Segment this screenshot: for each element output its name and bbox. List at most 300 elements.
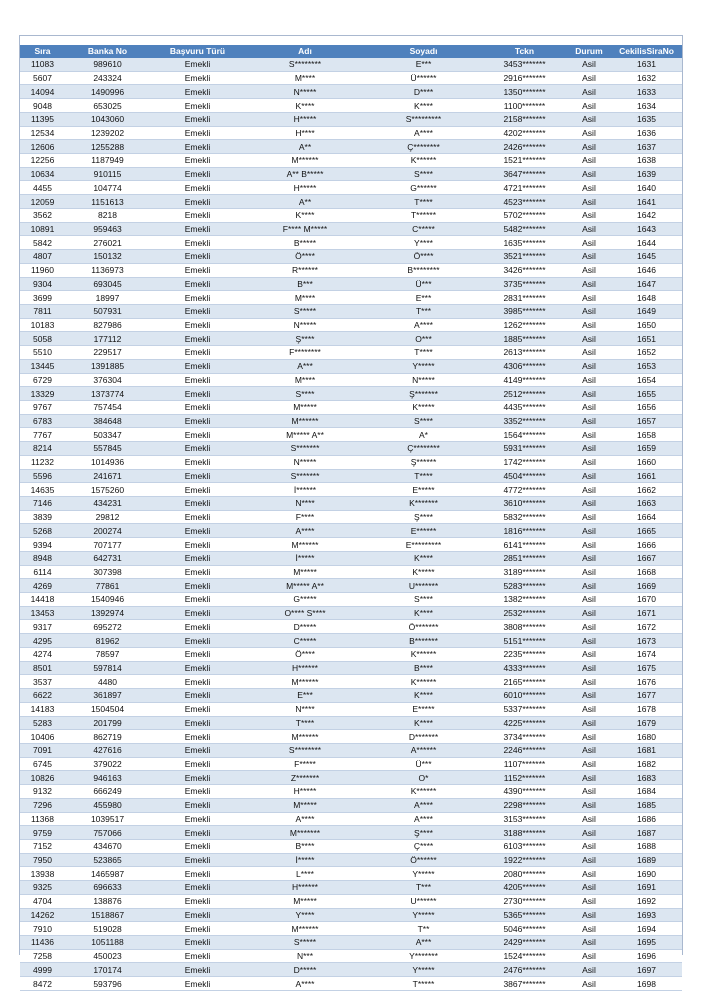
sira-cell: 7258 (20, 949, 65, 963)
adi-cell: E*** (245, 689, 365, 703)
banka-no-cell: 384648 (65, 414, 150, 428)
banka-no-cell: 1504504 (65, 702, 150, 716)
basvuru-turu-cell: Emekli (150, 85, 245, 99)
adi-cell: L**** (245, 867, 365, 881)
basvuru-turu-cell: Emekli (150, 208, 245, 222)
banka-no-cell: 597814 (65, 661, 150, 675)
soyadi-cell: K***** (365, 400, 482, 414)
basvuru-turu-cell: Emekli (150, 373, 245, 387)
basvuru-turu-cell: Emekli (150, 524, 245, 538)
basvuru-turu-cell: Emekli (150, 593, 245, 607)
banka-no-cell: 507931 (65, 304, 150, 318)
sira-cell: 14183 (20, 702, 65, 716)
adi-cell: S******** (245, 743, 365, 757)
soyadi-cell: A**** (365, 798, 482, 812)
table-row (20, 71, 682, 85)
table-row (20, 661, 682, 675)
adi-cell: S******** (245, 58, 365, 71)
durum-cell: Asil (567, 291, 611, 305)
durum-cell: Asil (567, 551, 611, 565)
tckn-cell: 3735******* (482, 277, 567, 291)
soyadi-cell: A* (365, 428, 482, 442)
header-row (20, 45, 682, 58)
table-row (20, 181, 682, 195)
tckn-cell: 5832******* (482, 510, 567, 524)
banka-no-cell: 77861 (65, 579, 150, 593)
durum-cell: Asil (567, 85, 611, 99)
adi-cell: T**** (245, 716, 365, 730)
cekilis-sira-no-cell: 1648 (611, 291, 682, 305)
soyadi-cell: B**** (365, 661, 482, 675)
cekilis-sira-no-cell: 1674 (611, 647, 682, 661)
tckn-cell: 1107******* (482, 757, 567, 771)
adi-cell: F******** (245, 346, 365, 360)
adi-cell: Y**** (245, 908, 365, 922)
basvuru-turu-cell: Emekli (150, 181, 245, 195)
soyadi-cell: K****** (365, 675, 482, 689)
durum-cell: Asil (567, 785, 611, 799)
banka-no-cell: 1039517 (65, 812, 150, 826)
basvuru-turu-cell: Emekli (150, 551, 245, 565)
basvuru-turu-cell: Emekli (150, 812, 245, 826)
soyadi-cell: K****** (365, 154, 482, 168)
banka-no-cell: 1518867 (65, 908, 150, 922)
cekilis-sira-no-cell: 1666 (611, 538, 682, 552)
durum-cell: Asil (567, 593, 611, 607)
durum-cell: Asil (567, 853, 611, 867)
sira-cell: 8948 (20, 551, 65, 565)
cekilis-sira-no-cell: 1650 (611, 318, 682, 332)
soyadi-cell: E*** (365, 58, 482, 71)
soyadi-cell: Ö**** (365, 250, 482, 264)
table-row (20, 634, 682, 648)
table-row (20, 428, 682, 442)
adi-cell: İ***** (245, 551, 365, 565)
sira-cell: 11960 (20, 263, 65, 277)
durum-cell: Asil (567, 839, 611, 853)
sira-cell: 6783 (20, 414, 65, 428)
tckn-cell: 1742******* (482, 455, 567, 469)
durum-cell: Asil (567, 167, 611, 181)
soyadi-cell: S**** (365, 414, 482, 428)
basvuru-turu-cell: Emekli (150, 963, 245, 977)
cekilis-sira-no-cell: 1687 (611, 826, 682, 840)
sira-cell: 9304 (20, 277, 65, 291)
durum-cell: Asil (567, 908, 611, 922)
adi-cell: A** B***** (245, 167, 365, 181)
table-row (20, 236, 682, 250)
cekilis-sira-no-cell: 1641 (611, 195, 682, 209)
cekilis-sira-no-cell: 1662 (611, 483, 682, 497)
adi-cell: N***** (245, 455, 365, 469)
tckn-cell: 3352******* (482, 414, 567, 428)
banka-no-cell: 1465987 (65, 867, 150, 881)
cekilis-sira-no-cell: 1676 (611, 675, 682, 689)
tckn-cell: 4202******* (482, 126, 567, 140)
tckn-cell: 1262******* (482, 318, 567, 332)
adi-cell: M****** (245, 414, 365, 428)
banka-no-cell: 243324 (65, 71, 150, 85)
durum-cell: Asil (567, 428, 611, 442)
banka-no-cell: 104774 (65, 181, 150, 195)
sira-cell: 7091 (20, 743, 65, 757)
tckn-cell: 6010******* (482, 689, 567, 703)
adi-cell: M***** (245, 894, 365, 908)
adi-cell: A**** (245, 524, 365, 538)
cekilis-sira-no-cell: 1697 (611, 963, 682, 977)
table-row (20, 455, 682, 469)
basvuru-turu-cell: Emekli (150, 936, 245, 950)
cekilis-sira-no-cell: 1682 (611, 757, 682, 771)
durum-cell: Asil (567, 949, 611, 963)
banka-no-cell: 241671 (65, 469, 150, 483)
table-row (20, 785, 682, 799)
tckn-cell: 2851******* (482, 551, 567, 565)
durum-cell: Asil (567, 826, 611, 840)
banka-no-cell: 827986 (65, 318, 150, 332)
adi-cell: K**** (245, 208, 365, 222)
basvuru-turu-cell: Emekli (150, 250, 245, 264)
tckn-cell: 1564******* (482, 428, 567, 442)
soyadi-cell: B******** (365, 263, 482, 277)
basvuru-turu-cell: Emekli (150, 291, 245, 305)
cekilis-sira-no-cell: 1649 (611, 304, 682, 318)
table-row (20, 963, 682, 977)
table-row (20, 208, 682, 222)
sira-cell: 6729 (20, 373, 65, 387)
sira-cell: 4807 (20, 250, 65, 264)
sira-cell: 10826 (20, 771, 65, 785)
adi-cell: H***** (245, 112, 365, 126)
tckn-cell: 2916******* (482, 71, 567, 85)
basvuru-turu-cell: Emekli (150, 757, 245, 771)
soyadi-cell: O*** (365, 332, 482, 346)
adi-cell: F***** (245, 757, 365, 771)
cekilis-sira-no-cell: 1670 (611, 593, 682, 607)
cekilis-sira-no-cell: 1667 (611, 551, 682, 565)
basvuru-turu-cell: Emekli (150, 565, 245, 579)
cekilis-sira-no-cell: 1688 (611, 839, 682, 853)
sira-cell: 6745 (20, 757, 65, 771)
banka-no-cell: 434231 (65, 497, 150, 511)
soyadi-cell: Ü*** (365, 757, 482, 771)
tckn-cell: 1524******* (482, 949, 567, 963)
header-cekilis-sira-no: CekilisSiraNo (611, 45, 682, 58)
cekilis-sira-no-cell: 1681 (611, 743, 682, 757)
adi-cell: N*** (245, 949, 365, 963)
adi-cell: M***** (245, 400, 365, 414)
table-row (20, 414, 682, 428)
banka-no-cell: 229517 (65, 346, 150, 360)
sira-cell: 13445 (20, 359, 65, 373)
banka-no-cell: 4480 (65, 675, 150, 689)
tckn-cell: 4435******* (482, 400, 567, 414)
tckn-cell: 2426******* (482, 140, 567, 154)
basvuru-turu-cell: Emekli (150, 71, 245, 85)
adi-cell: B**** (245, 839, 365, 853)
banka-no-cell: 455980 (65, 798, 150, 812)
banka-no-cell: 757066 (65, 826, 150, 840)
adi-cell: A**** (245, 812, 365, 826)
banka-no-cell: 1239202 (65, 126, 150, 140)
header-banka-no: Banka No (65, 45, 150, 58)
adi-cell: A**** (245, 977, 365, 991)
soyadi-cell: A**** (365, 812, 482, 826)
soyadi-cell: E*** (365, 291, 482, 305)
durum-cell: Asil (567, 455, 611, 469)
cekilis-sira-no-cell: 1694 (611, 922, 682, 936)
soyadi-cell: Y**** (365, 236, 482, 250)
banka-no-cell: 434670 (65, 839, 150, 853)
soyadi-cell: K**** (365, 99, 482, 113)
cekilis-sira-no-cell: 1684 (611, 785, 682, 799)
soyadi-cell: Ç******** (365, 140, 482, 154)
cekilis-sira-no-cell: 1633 (611, 85, 682, 99)
banka-no-cell: 29812 (65, 510, 150, 524)
basvuru-turu-cell: Emekli (150, 359, 245, 373)
durum-cell: Asil (567, 277, 611, 291)
durum-cell: Asil (567, 140, 611, 154)
adi-cell: F**** (245, 510, 365, 524)
basvuru-turu-cell: Emekli (150, 167, 245, 181)
table-row (20, 606, 682, 620)
soyadi-cell: S**** (365, 167, 482, 181)
adi-cell: M***** A** (245, 579, 365, 593)
soyadi-cell: Y***** (365, 867, 482, 881)
table-row (20, 867, 682, 881)
durum-cell: Asil (567, 538, 611, 552)
sira-cell: 7152 (20, 839, 65, 853)
cekilis-sira-no-cell: 1651 (611, 332, 682, 346)
banka-no-cell: 376304 (65, 373, 150, 387)
tckn-cell: 5046******* (482, 922, 567, 936)
cekilis-sira-no-cell: 1645 (611, 250, 682, 264)
banka-no-cell: 959463 (65, 222, 150, 236)
sira-cell: 5510 (20, 346, 65, 360)
durum-cell: Asil (567, 647, 611, 661)
adi-cell: H****** (245, 661, 365, 675)
cekilis-sira-no-cell: 1655 (611, 387, 682, 401)
cekilis-sira-no-cell: 1652 (611, 346, 682, 360)
table-row (20, 154, 682, 168)
basvuru-turu-cell: Emekli (150, 853, 245, 867)
basvuru-turu-cell: Emekli (150, 112, 245, 126)
sira-cell: 14418 (20, 593, 65, 607)
banka-no-cell: 523865 (65, 853, 150, 867)
adi-cell: D***** (245, 963, 365, 977)
soyadi-cell: S********* (365, 112, 482, 126)
durum-cell: Asil (567, 71, 611, 85)
adi-cell: M***** (245, 565, 365, 579)
durum-cell: Asil (567, 730, 611, 744)
soyadi-cell: Ö****** (365, 853, 482, 867)
basvuru-turu-cell: Emekli (150, 455, 245, 469)
table-row (20, 620, 682, 634)
basvuru-turu-cell: Emekli (150, 647, 245, 661)
banka-no-cell: 910115 (65, 167, 150, 181)
durum-cell: Asil (567, 126, 611, 140)
soyadi-cell: Ç******** (365, 442, 482, 456)
tckn-cell: 4390******* (482, 785, 567, 799)
basvuru-turu-cell: Emekli (150, 949, 245, 963)
durum-cell: Asil (567, 195, 611, 209)
tckn-cell: 5702******* (482, 208, 567, 222)
header-soyadi: Soyadı (365, 45, 482, 58)
tckn-cell: 4772******* (482, 483, 567, 497)
cekilis-sira-no-cell: 1665 (611, 524, 682, 538)
banka-no-cell: 427616 (65, 743, 150, 757)
banka-no-cell: 1490996 (65, 85, 150, 99)
table-row (20, 716, 682, 730)
banka-no-cell: 361897 (65, 689, 150, 703)
sira-cell: 9767 (20, 400, 65, 414)
header-adi: Adı (245, 45, 365, 58)
cekilis-sira-no-cell: 1673 (611, 634, 682, 648)
soyadi-cell: K**** (365, 716, 482, 730)
adi-cell: K**** (245, 99, 365, 113)
table-row (20, 58, 682, 71)
adi-cell: S******* (245, 442, 365, 456)
soyadi-cell: C***** (365, 222, 482, 236)
adi-cell: M****** (245, 922, 365, 936)
sira-cell: 3839 (20, 510, 65, 524)
durum-cell: Asil (567, 510, 611, 524)
sira-cell: 5268 (20, 524, 65, 538)
table-row (20, 442, 682, 456)
cekilis-sira-no-cell: 1689 (611, 853, 682, 867)
soyadi-cell: Ş**** (365, 826, 482, 840)
durum-cell: Asil (567, 359, 611, 373)
cekilis-sira-no-cell: 1638 (611, 154, 682, 168)
basvuru-turu-cell: Emekli (150, 785, 245, 799)
cekilis-sira-no-cell: 1647 (611, 277, 682, 291)
table-row (20, 373, 682, 387)
durum-cell: Asil (567, 771, 611, 785)
sira-cell: 7767 (20, 428, 65, 442)
table-row (20, 112, 682, 126)
table-row (20, 469, 682, 483)
durum-cell: Asil (567, 58, 611, 71)
cekilis-sira-no-cell: 1678 (611, 702, 682, 716)
table-row (20, 922, 682, 936)
durum-cell: Asil (567, 743, 611, 757)
soyadi-cell: N***** (365, 373, 482, 387)
sira-cell: 5842 (20, 236, 65, 250)
basvuru-turu-cell: Emekli (150, 140, 245, 154)
tckn-cell: 4504******* (482, 469, 567, 483)
tckn-cell: 5365******* (482, 908, 567, 922)
basvuru-turu-cell: Emekli (150, 414, 245, 428)
cekilis-sira-no-cell: 1658 (611, 428, 682, 442)
adi-cell: N***** (245, 85, 365, 99)
soyadi-cell: A****** (365, 743, 482, 757)
table-row (20, 757, 682, 771)
adi-cell: Ö**** (245, 647, 365, 661)
sira-cell: 4295 (20, 634, 65, 648)
tckn-cell: 2613******* (482, 346, 567, 360)
basvuru-turu-cell: Emekli (150, 483, 245, 497)
basvuru-turu-cell: Emekli (150, 222, 245, 236)
durum-cell: Asil (567, 112, 611, 126)
banka-no-cell: 379022 (65, 757, 150, 771)
soyadi-cell: Ş**** (365, 510, 482, 524)
tckn-cell: 4149******* (482, 373, 567, 387)
tckn-cell: 1922******* (482, 853, 567, 867)
table-row (20, 826, 682, 840)
cekilis-sira-no-cell: 1672 (611, 620, 682, 634)
basvuru-turu-cell: Emekli (150, 154, 245, 168)
banka-no-cell: 1151613 (65, 195, 150, 209)
soyadi-cell: D**** (365, 85, 482, 99)
basvuru-turu-cell: Emekli (150, 771, 245, 785)
sira-cell: 3699 (20, 291, 65, 305)
soyadi-cell: T****** (365, 208, 482, 222)
sira-cell: 6622 (20, 689, 65, 703)
durum-cell: Asil (567, 99, 611, 113)
table-row (20, 593, 682, 607)
sira-cell: 13329 (20, 387, 65, 401)
sira-cell: 5607 (20, 71, 65, 85)
table-row (20, 332, 682, 346)
table-row (20, 126, 682, 140)
cekilis-sira-no-cell: 1669 (611, 579, 682, 593)
table-row (20, 497, 682, 511)
cekilis-sira-no-cell: 1644 (611, 236, 682, 250)
tckn-cell: 6141******* (482, 538, 567, 552)
basvuru-turu-cell: Emekli (150, 881, 245, 895)
table-row (20, 812, 682, 826)
soyadi-cell: Y***** (365, 359, 482, 373)
durum-cell: Asil (567, 716, 611, 730)
basvuru-turu-cell: Emekli (150, 908, 245, 922)
table-header (20, 45, 682, 58)
durum-cell: Asil (567, 400, 611, 414)
tckn-cell: 3985******* (482, 304, 567, 318)
basvuru-turu-cell: Emekli (150, 304, 245, 318)
cekilis-sira-no-cell: 1661 (611, 469, 682, 483)
cekilis-sira-no-cell: 1656 (611, 400, 682, 414)
banka-no-cell: 177112 (65, 332, 150, 346)
basvuru-turu-cell: Emekli (150, 277, 245, 291)
tckn-cell: 3521******* (482, 250, 567, 264)
tckn-cell: 5482******* (482, 222, 567, 236)
tckn-cell: 4721******* (482, 181, 567, 195)
table-row (20, 277, 682, 291)
durum-cell: Asil (567, 867, 611, 881)
basvuru-turu-cell: Emekli (150, 497, 245, 511)
header-sira: Sıra (20, 45, 65, 58)
table-row (20, 551, 682, 565)
banka-no-cell: 138876 (65, 894, 150, 908)
sira-cell: 12256 (20, 154, 65, 168)
durum-cell: Asil (567, 483, 611, 497)
soyadi-cell: Ç**** (365, 839, 482, 853)
durum-cell: Asil (567, 524, 611, 538)
sira-cell: 7146 (20, 497, 65, 511)
adi-cell: M***** A** (245, 428, 365, 442)
adi-cell: M******* (245, 826, 365, 840)
cekilis-sira-no-cell: 1675 (611, 661, 682, 675)
soyadi-cell: K**** (365, 551, 482, 565)
adi-cell: N**** (245, 497, 365, 511)
sira-cell: 8472 (20, 977, 65, 991)
basvuru-turu-cell: Emekli (150, 689, 245, 703)
header-basvuru-turu: Başvuru Türü (150, 45, 245, 58)
tckn-cell: 1521******* (482, 154, 567, 168)
banka-no-cell: 653025 (65, 99, 150, 113)
basvuru-turu-cell: Emekli (150, 716, 245, 730)
banka-no-cell: 1187949 (65, 154, 150, 168)
